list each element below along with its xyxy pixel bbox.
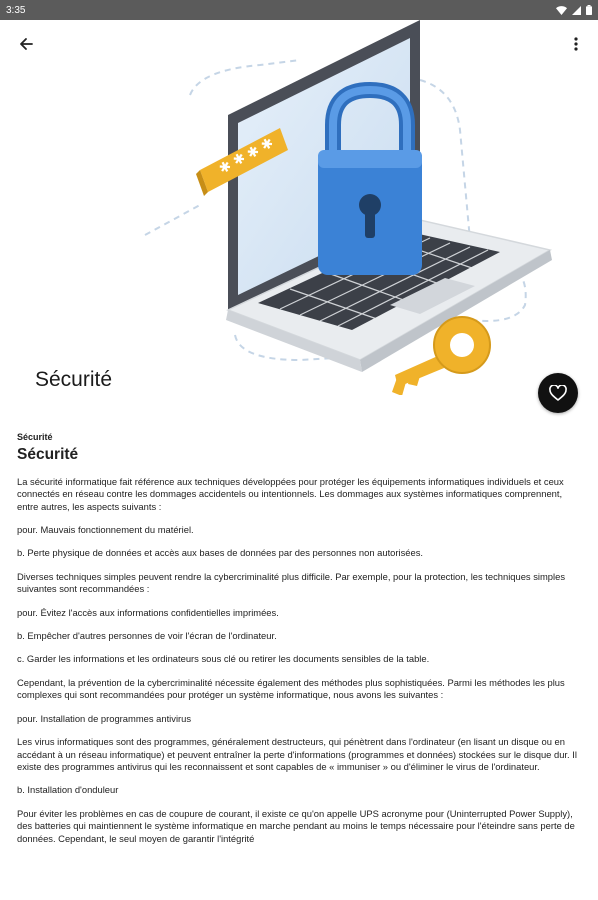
arrow-back-icon: [19, 37, 33, 51]
article-paragraph: La sécurité informatique fait référence aux techniques développées pour protéger les équipements informatiques individuels et ceux connectés en réseau contre les dommages accidentels ou intentionnels. Les dommages aux systèmes informatiques comprennent, entre autres, les aspects suivants :: [17, 475, 564, 512]
status-icons: [556, 5, 592, 15]
battery-icon: [586, 5, 592, 15]
breadcrumb: Sécurité: [17, 432, 53, 442]
article-paragraph: Les virus informatiques sont des programmes, généralement destructeurs, qui pénètrent dans l'ordinateur (en lisant un disque ou en accédant à un réseau informatique) et peuvent entraîner la perte d'informations (programmes et données) stockées sur le disque dur. Il existe des programmes antivirus qui les reconnaissent et sont capables de « immuniser » ou d'éliminer le virus de l'ordinateur.: [17, 736, 577, 772]
heart-icon: [549, 385, 567, 401]
article-paragraph: b. Empêcher d'autres personnes de voir l'écran de l'ordinateur.: [17, 630, 277, 642]
article-paragraph: pour. Évitez l'accès aux informations confidentielles imprimées.: [17, 606, 279, 618]
article-paragraph: pour. Installation de programmes antivirus: [17, 712, 192, 724]
article-paragraph: b. Perte physique de données et accès aux bases de données par des personnes non autorisées.: [17, 547, 424, 559]
article-paragraph: b. Installation d'onduleur: [17, 784, 119, 796]
favorite-button[interactable]: [538, 373, 578, 413]
article-paragraph: pour. Mauvais fonctionnement du matériel.: [17, 524, 194, 536]
back-button[interactable]: [12, 32, 40, 56]
hero-image: [0, 20, 598, 395]
article-paragraph: c. Garder les informations et les ordinateurs sous clé ou retirer les documents sensibles de la table.: [17, 653, 430, 665]
hero-title: Sécurité: [35, 368, 113, 391]
laptop-padlock-key-illustration: [0, 20, 598, 395]
article-paragraph: Cependant, la prévention de la cybercriminalité nécessite également des méthodes plus sophistiquées. Parmi les méthodes les plus complexes qui sont recommandées pour protéger un système informatique, nous avons les suivantes :: [17, 676, 565, 701]
signal-icon: [572, 6, 581, 15]
wifi-icon: [556, 6, 567, 15]
svg-text:✱: ✱: [258, 134, 277, 155]
article-paragraph: Diverses techniques simples peuvent rendre la cybercriminalité plus difficile. Par exemple, pour la protection, les techniques simples suivantes sont recommandées :: [17, 570, 566, 595]
svg-text:✱: ✱: [230, 149, 249, 170]
svg-text:✱: ✱: [244, 142, 263, 163]
svg-text:✱: ✱: [216, 157, 235, 178]
more-vert-icon: [574, 37, 578, 51]
status-bar: [0, 0, 598, 20]
status-time: 3:35: [6, 4, 26, 16]
article-paragraph: Pour éviter les problèmes en cas de coupure de courant, il existe ce qu'on appelle UPS acronyme pour (Uninterrupted Power Supply), des batteries qui maintiennent le système informatique en marche pendant au moins le temps nécessaire pour l'éteindre sans perte de données. Cependant, le seul moyen de garantir l'intégrité: [17, 807, 575, 844]
article-title: Sécurité: [17, 446, 79, 464]
overflow-menu-button[interactable]: [566, 32, 586, 56]
article-content: [0, 395, 598, 900]
